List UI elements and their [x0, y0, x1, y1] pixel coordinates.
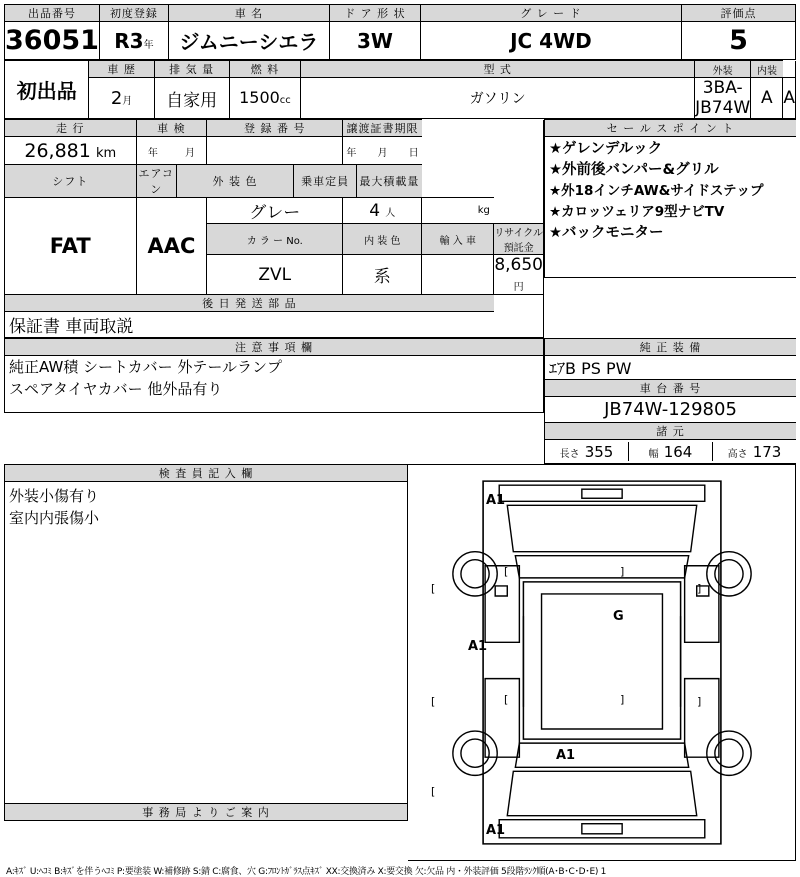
office-label: 事 務 局 よ り ご 案 内 [5, 804, 408, 821]
subhead-row [136, 165, 422, 198]
mileage-unit: km [95, 145, 117, 161]
sales-point-item: ★外前後バンパー&グリル [549, 162, 719, 178]
inspector-table [4, 464, 408, 821]
import-value [422, 255, 494, 295]
lot-number-label: 出品番号 [5, 5, 100, 22]
seats-unit: 人 [385, 207, 396, 219]
shaken-value [136, 137, 207, 165]
color-no-label: カ ラ ー No. [207, 224, 343, 255]
bracket-mark: ] [697, 582, 702, 595]
load-label: 最大積載量 [357, 165, 422, 197]
transfer-year: 年 [346, 148, 357, 159]
note-line: スペアタイヤカバー 他外品有り [9, 380, 223, 398]
sales-point-item: ★ゲレンデルック [549, 141, 663, 157]
bracket-mark: [ [431, 582, 436, 595]
car-name-label: 車 名 [168, 5, 329, 22]
width-label: 幅 [648, 449, 659, 460]
notes-table [4, 338, 544, 413]
car-name-value: ジムニーシエラ [168, 22, 329, 60]
notes-content [5, 356, 544, 413]
inspector-note-line: 室内内張傷小 [9, 509, 100, 527]
mid-section [4, 119, 796, 338]
length-cell [545, 442, 629, 461]
height-label: 高さ [727, 449, 748, 460]
seats-number: 4 [369, 200, 381, 221]
month-unit: 月 [122, 95, 133, 107]
displacement-value [229, 78, 301, 119]
ac-value: AAC [136, 198, 207, 295]
reg-no-label: 登 録 番 号 [207, 120, 343, 137]
damage-mark: G [613, 609, 624, 624]
header-block [4, 4, 796, 60]
height-value: 173 [752, 443, 782, 461]
import-label: 輸 入 車 [422, 224, 494, 255]
sales-point-item: ★外18インチAW&サイドステップ [549, 183, 764, 199]
ext-color-value: グレー [207, 198, 343, 224]
displacement-unit: cc [279, 95, 291, 106]
shift-value: FAT [5, 198, 137, 295]
int-grade-label: 内装 [751, 61, 783, 78]
bracket-mark: [ [431, 695, 436, 708]
load-unit: kg [477, 205, 490, 216]
seats-label: 乗車定員 [294, 165, 357, 197]
width-cell [629, 442, 713, 461]
door-shape-value: 3W [329, 22, 420, 60]
damage-mark: A1 [556, 748, 576, 763]
notes-right [544, 338, 796, 464]
bracket-mark: ] [697, 695, 702, 708]
inspector-label: 検 査 員 記 入 欄 [5, 465, 408, 482]
ext-color-label: 外 装 色 [176, 165, 293, 197]
sales-point-list [545, 137, 797, 278]
car-diagram [408, 464, 796, 861]
grade-label: グ レ ー ド [420, 5, 681, 22]
legend-footer: A:ｷｽﾞ U:ﾍｺﾐ B:ｷｽﾞを伴うﾍｺﾐ P:要塗装 W:補修跡 S:錆 C:腐食、穴 G:ﾌﾛﾝﾄｶﾞﾗｽ点ｷｽﾞ XX:交換済み X:要交換 欠:欠品 内・外装評価 5段階ﾗﾝｸ順(A･B･C･D･E) 1 [6, 867, 607, 877]
load-value [422, 198, 494, 224]
recycle-unit: 円 [513, 282, 524, 293]
inspector-cell [4, 464, 408, 861]
ext-grade-label: 外装 [695, 61, 751, 78]
score-value: 5 [681, 22, 795, 60]
notes-left [4, 338, 544, 464]
first-reg-value [99, 22, 168, 60]
displacement-label: 排 気 量 [154, 61, 229, 78]
mileage-label: 走 行 [5, 120, 137, 137]
mileage-number: 26,881 [24, 139, 91, 162]
shaken-month: 月 [184, 148, 195, 159]
int-color-value: 系 [343, 255, 422, 295]
sales-point-item: ★バックモニター [549, 225, 664, 241]
bottom-section [4, 464, 796, 861]
fuel-value: ガソリン [301, 78, 695, 119]
grade-value: JC 4WD [420, 22, 681, 60]
recycle-label: リサイクル預託金 [494, 224, 544, 255]
damage-mark: A1 [468, 639, 488, 654]
history-value: 自家用 [154, 78, 229, 119]
vehicle-details-table [4, 119, 544, 338]
bracket-mark: ] [620, 693, 625, 706]
width-value: 164 [663, 443, 693, 461]
ext-grade-value: A [751, 78, 783, 119]
shaken-year: 年 [147, 148, 158, 159]
sales-point-item: ★カロッツェリア9型ナビTV [549, 204, 725, 220]
month-value [89, 78, 154, 119]
mid-right [544, 119, 796, 338]
bracket-mark: [ [504, 565, 509, 578]
color-no-value: ZVL [207, 255, 343, 295]
bracket-mark: [ [431, 785, 436, 798]
transfer-day: 日 [408, 148, 419, 159]
later-parts-value: 保証書 車両取説 [5, 312, 494, 338]
note-line: 純正AW積 シートカバー 外テールランプ [9, 358, 283, 376]
spec-values [545, 440, 797, 464]
sales-point-table [544, 119, 796, 278]
transfer-month: 月 [377, 148, 388, 159]
lot-number-value: 36051 [5, 22, 100, 60]
damage-mark: A1 [486, 493, 506, 508]
first-listing-badge: 初出品 [5, 61, 89, 119]
header-block-2 [4, 60, 796, 119]
transfer-value [343, 137, 422, 165]
seats-value [343, 198, 422, 224]
fuel-label: 燃 料 [229, 61, 301, 78]
later-parts-label: 後 日 発 送 部 品 [5, 295, 494, 312]
length-value: 355 [584, 443, 614, 461]
shift-label: シフト [5, 165, 137, 198]
door-shape-label: ド ア 形 状 [329, 5, 420, 22]
transfer-label: 譲渡証書期限 [343, 120, 422, 137]
recycle-number: 8,650 [494, 255, 543, 275]
height-cell [713, 442, 797, 461]
int-grade-value: A [783, 78, 796, 119]
mid-left [4, 119, 544, 338]
ac-label: エアコン [137, 165, 177, 197]
model-value: 3BA-JB74W [695, 78, 751, 118]
length-label: 長さ [559, 449, 580, 460]
model-label: 型 式 [301, 61, 695, 78]
first-reg-year-unit: 年 [143, 39, 154, 51]
int-color-label: 内 装 色 [343, 224, 422, 255]
first-reg-label: 初度登録 [99, 5, 168, 22]
equipment-value: ｴｱB PS PW [545, 356, 797, 380]
bracket-mark: [ [504, 693, 509, 706]
spec-label: 諸 元 [545, 423, 797, 440]
month-number: 2 [110, 87, 123, 109]
score-label: 評価点 [681, 5, 795, 22]
reg-no-value [207, 137, 343, 165]
diagram-marks [408, 465, 794, 860]
inspector-notes [5, 482, 408, 804]
recycle-value [494, 255, 544, 295]
mileage-value [5, 137, 137, 165]
displacement-number: 1500 [239, 88, 280, 107]
history-label: 車 歴 [89, 61, 154, 78]
chassis-label: 車 台 番 号 [545, 380, 797, 397]
diagram-cell [408, 464, 796, 861]
notes-label: 注 意 事 項 欄 [5, 339, 544, 356]
equipment-label: 純 正 装 備 [545, 339, 797, 356]
shaken-label: 車 検 [136, 120, 207, 137]
inspector-note-line: 外装小傷有り [9, 487, 100, 505]
chassis-value: JB74W-129805 [545, 397, 797, 423]
first-reg-era: R3 [114, 28, 144, 53]
sales-point-label: セ ー ル ス ポ イ ン ト [545, 120, 797, 137]
bracket-mark: ] [620, 565, 625, 578]
notes-section [4, 338, 796, 464]
damage-mark: A1 [486, 823, 506, 838]
equipment-table [544, 338, 796, 464]
